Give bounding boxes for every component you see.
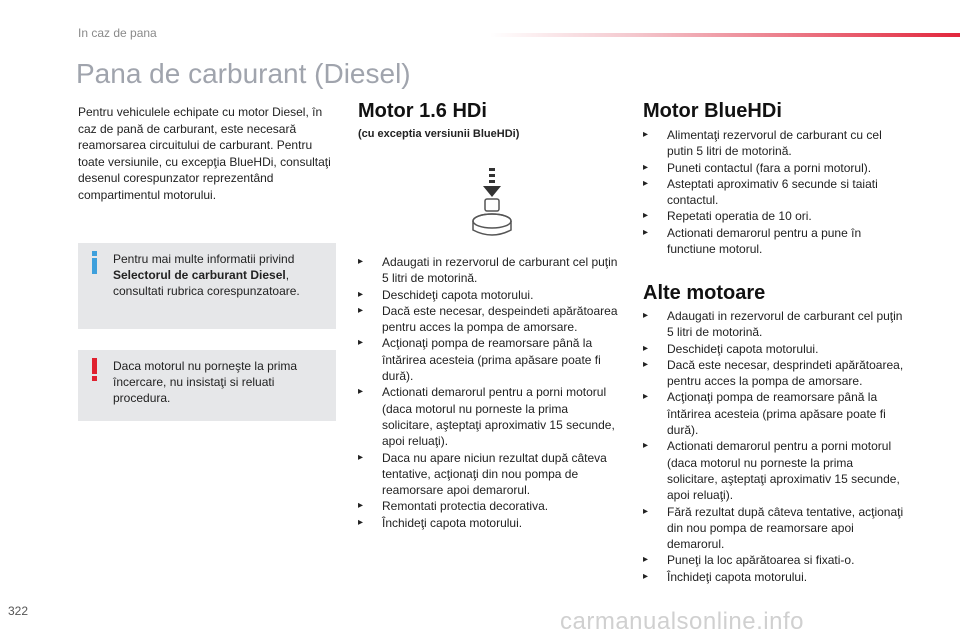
step-item: ▸ Puneţi la loc apărătoarea si fixati-o. bbox=[643, 552, 905, 568]
step-item: ▸ Asteptati aproximativ 6 secunde si taiati contactul. bbox=[643, 176, 905, 209]
info-icon bbox=[90, 251, 100, 273]
motor-16-steps bbox=[358, 254, 620, 531]
step-item: ▸ Acţionaţi pompa de reamorsare până la întărirea acesteia (prima apăsare poate fi dură). bbox=[358, 335, 620, 384]
motor-16-title: Motor 1.6 HDi bbox=[358, 100, 487, 122]
motor-bluehdi-steps bbox=[643, 127, 905, 257]
info-box bbox=[78, 243, 336, 329]
header-accent-bar bbox=[490, 33, 960, 37]
other-engines-steps bbox=[643, 308, 905, 585]
step-item: ▸ Fără rezultat după câteva tentative, acţionaţi din nou pompa de reamorsare apoi demarorul. bbox=[643, 504, 905, 553]
step-item: ▸ Acţionaţi pompa de reamorsare până la întărirea acesteia (prima apăsare poate fi dură). bbox=[643, 389, 905, 438]
warning-text: Daca motorul nu porneşte la prima încercare, nu insistaţi si reluati procedura. bbox=[113, 359, 298, 405]
info-text-bold: Selectorul de carburant Diesel bbox=[113, 268, 286, 282]
other-engines-title: Alte motoare bbox=[643, 282, 766, 304]
motor-16-subtitle: (cu exceptia versiunii BlueHDi) bbox=[358, 128, 520, 140]
info-text-before: Pentru mai multe informatii privind bbox=[113, 252, 295, 266]
intro-paragraph: Pentru vehiculele echipate cu motor Diesel, în caz de pană de carburant, este necesară reamorsarea circuitului de carburant. Pentru toate versiunile, cu excepţia BlueHDi, consultaţi desenul corespunzator reprezentând compartimentul motorului. bbox=[78, 105, 331, 202]
motor-bluehdi-title: Motor BlueHDi bbox=[643, 100, 782, 122]
header-section-label: In caz de pana bbox=[78, 26, 157, 40]
priming-pump-icon bbox=[470, 166, 514, 240]
step-item: ▸ Daca nu apare niciun rezultat după câteva tentative, acţionaţi din nou pompa de reamorsare apoi demarorul. bbox=[358, 450, 620, 499]
step-item: ▸ Puneti contactul (fara a porni motorul). bbox=[643, 160, 905, 176]
step-item: ▸ Adaugati in rezervorul de carburant cel puţin 5 litri de motorină. bbox=[358, 254, 620, 287]
step-item: ▸ Deschideţi capota motorului. bbox=[358, 287, 620, 303]
step-item: ▸ Actionati demarorul pentru a pune în functiune motorul. bbox=[643, 225, 905, 258]
step-item: ▸ Deschideţi capota motorului. bbox=[643, 341, 905, 357]
step-item: ▸ Alimentaţi rezervorul de carburant cu cel putin 5 litri de motorină. bbox=[643, 127, 905, 160]
step-item: ▸ Actionati demarorul pentru a porni motorul (daca motorul nu porneste la prima solicitare, aşteptaţi aproximativ 15 secunde, apoi reluaţi). bbox=[643, 438, 905, 503]
warning-icon bbox=[90, 358, 100, 380]
page-title: Pana de carburant (Diesel) bbox=[76, 58, 411, 89]
step-item: ▸ Remontati protectia decorativa. bbox=[358, 498, 620, 514]
step-item: ▸ Închideţi capota motorului. bbox=[358, 515, 620, 531]
step-item: ▸ Dacă este necesar, desprindeti apărătoarea, pentru acces la pompa de amorsare. bbox=[643, 357, 905, 390]
watermark: carmanualsonline.info bbox=[560, 608, 804, 635]
step-item: ▸ Închideţi capota motorului. bbox=[643, 569, 905, 585]
step-item: ▸ Dacă este necesar, despeindeti apărătoarea pentru acces la pompa de amorsare. bbox=[358, 303, 620, 336]
step-item: ▸ Adaugati in rezervorul de carburant cel puţin 5 litri de motorină. bbox=[643, 308, 905, 341]
step-item: ▸ Actionati demarorul pentru a porni motorul (daca motorul nu porneste la prima solicitare, aşteptaţi aproximativ 15 secunde, apoi reluaţi). bbox=[358, 384, 620, 449]
info-text-after: , consultati rubrica corespunzatoare. bbox=[113, 268, 300, 298]
warning-box bbox=[78, 350, 336, 421]
page-number: 322 bbox=[8, 604, 29, 618]
step-item: ▸ Repetati operatia de 10 ori. bbox=[643, 208, 905, 224]
